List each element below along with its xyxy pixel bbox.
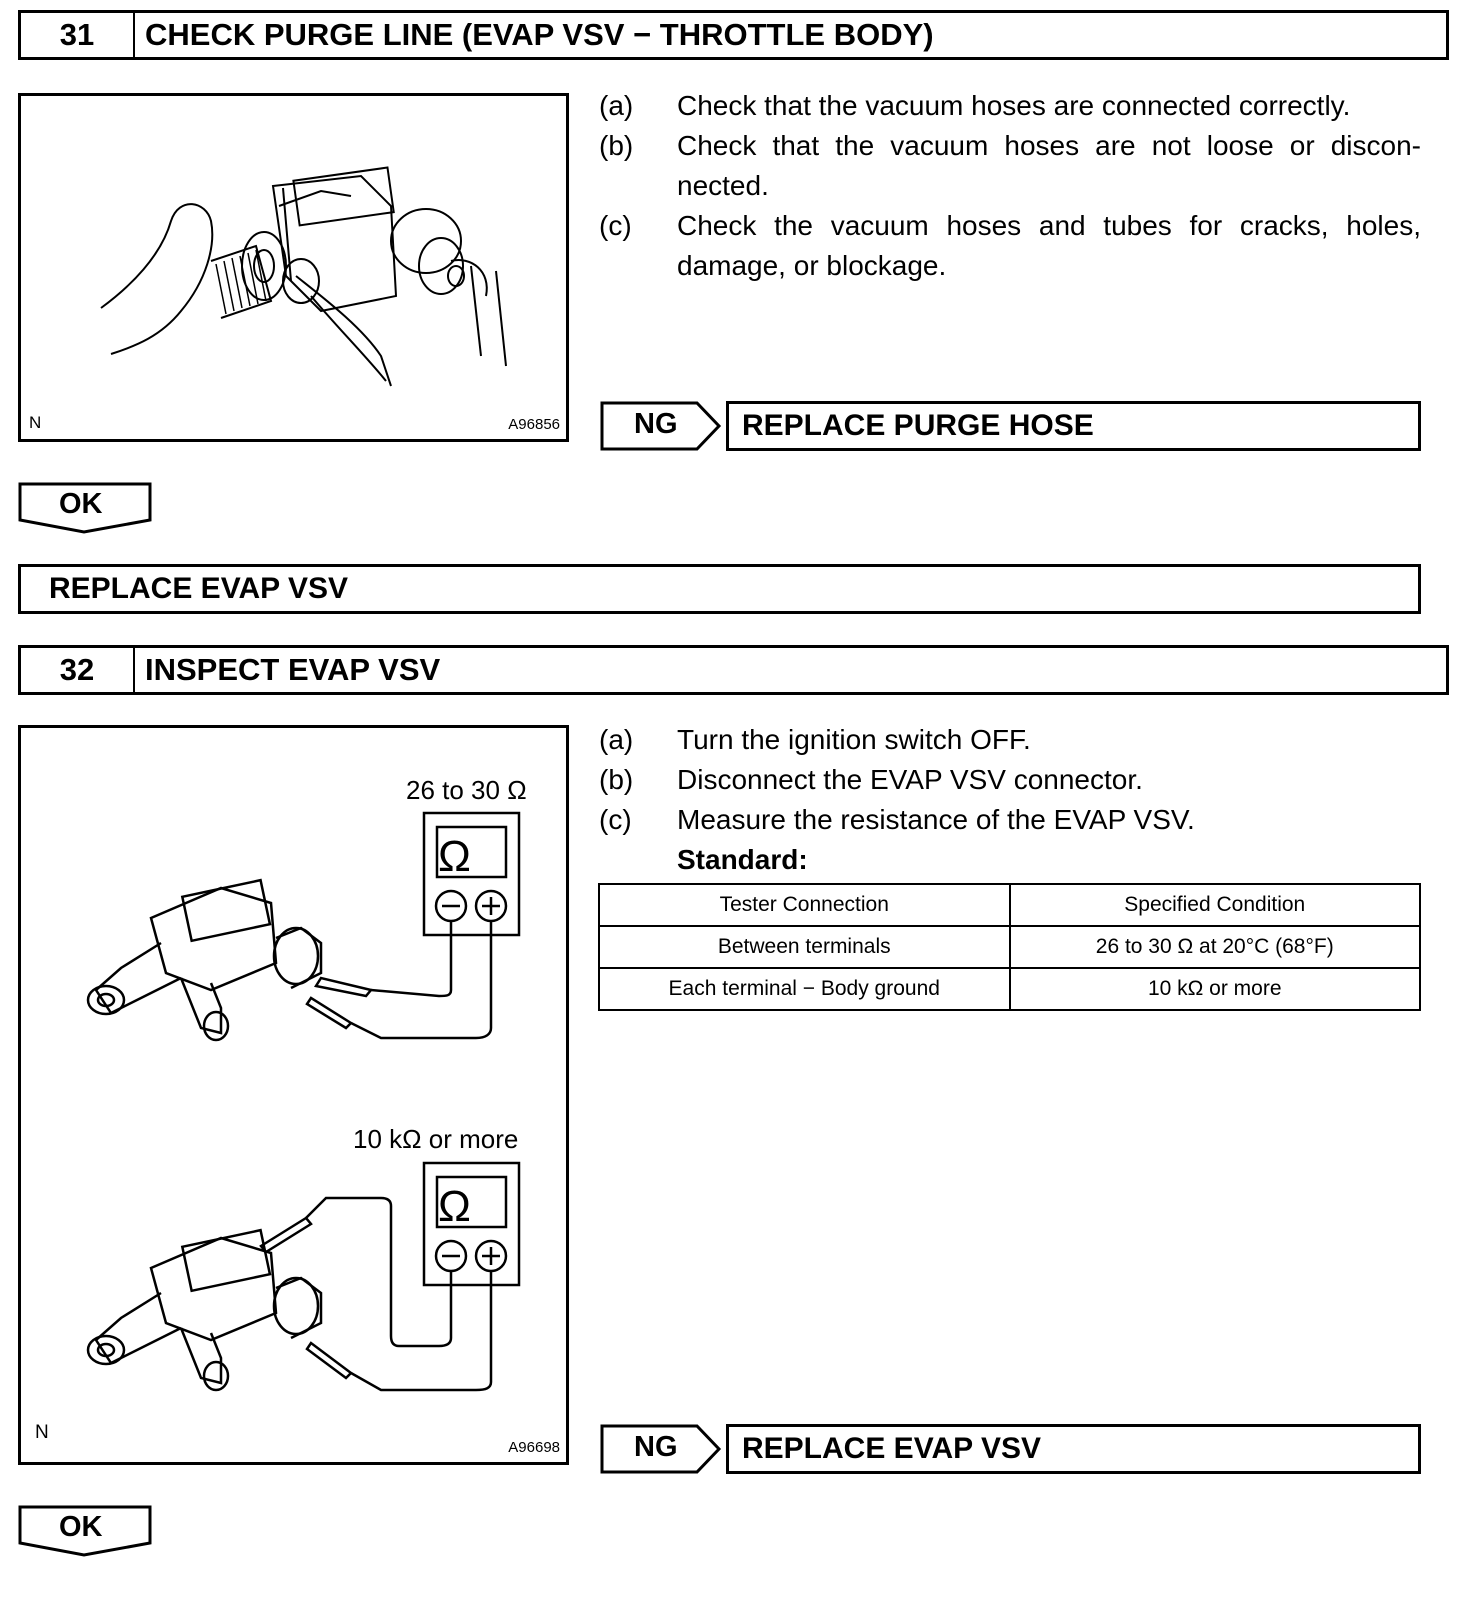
procedure-text: Check that the vacuum hoses are connected correctly. (677, 90, 1351, 121)
step-31-procedure (599, 86, 1421, 286)
table-row (599, 968, 1420, 1010)
table-cell: 10 kΩ or more (1010, 968, 1421, 1010)
procedure-item (599, 760, 1421, 800)
purge-line-illustration (18, 93, 569, 442)
ok-label: OK (59, 1511, 103, 1543)
spec-table (598, 883, 1421, 1011)
figure-corner-mark: N (29, 413, 42, 432)
standard-heading-row (599, 840, 1421, 880)
ng-action-box: REPLACE EVAP VSV (726, 1424, 1421, 1474)
standard-heading: Standard: (677, 844, 808, 875)
procedure-item (599, 126, 1421, 206)
step-title: INSPECT EVAP VSV (145, 652, 441, 687)
procedure-item (599, 206, 1421, 286)
ng-label: NG (634, 1431, 678, 1463)
procedure-item (599, 720, 1421, 760)
step-title: CHECK PURGE LINE (EVAP VSV − THROTTLE BODY) (145, 17, 934, 52)
procedure-label: (a) (599, 90, 634, 121)
ohmmeter-drawing (21, 728, 572, 1468)
ng-label: NG (634, 408, 678, 440)
procedure-text: Turn the ignition switch OFF. (677, 724, 1031, 755)
ng-action-box: REPLACE PURGE HOSE (726, 401, 1421, 451)
table-cell: Each terminal − Body ground (599, 968, 1010, 1010)
procedure-label: (b) (599, 130, 634, 161)
procedure-item (599, 86, 1421, 126)
ok-label: OK (59, 488, 103, 520)
procedure-text: Check that the vacuum hoses are not loose or discon- nected. (677, 130, 1421, 201)
table-row (599, 926, 1420, 968)
ok-action-box: REPLACE EVAP VSV (18, 564, 1421, 614)
ng-result-indicator[interactable] (600, 401, 722, 451)
meter-reading-label-1: 26 to 30 Ω (406, 775, 527, 805)
evap-vsv-hose-drawing (21, 96, 572, 445)
ng-result-indicator[interactable] (600, 1424, 722, 1474)
procedure-label: (a) (599, 724, 634, 755)
table-cell: Between terminals (599, 926, 1010, 968)
step-31-header (18, 10, 1449, 60)
procedure-text: Measure the resistance of the EVAP VSV. (677, 804, 1195, 835)
figure-code: A96698 (508, 1439, 560, 1456)
ok-result-indicator[interactable] (18, 1505, 152, 1557)
procedure-label: (c) (599, 210, 632, 241)
procedure-text: Disconnect the EVAP VSV connector. (677, 764, 1143, 795)
ohm-symbol: Ω (438, 1182, 471, 1231)
procedure-text: Check the vacuum hoses and tubes for cracks, holes, damage, or blockage. (677, 210, 1421, 281)
procedure-label: (b) (599, 764, 634, 795)
meter-reading-label-2: 10 kΩ or more (353, 1124, 519, 1154)
procedure-label: (c) (599, 804, 632, 835)
step-number: 32 (21, 648, 135, 692)
procedure-item (599, 800, 1421, 840)
step-32-header (18, 645, 1449, 695)
evap-vsv-resistance-illustration (18, 725, 569, 1465)
figure-corner-mark: N (35, 1422, 49, 1443)
table-header: Tester Connection (599, 884, 1010, 926)
table-header: Specified Condition (1010, 884, 1421, 926)
figure-code: A96856 (508, 416, 560, 433)
ohm-symbol: Ω (438, 832, 471, 881)
table-header-row (599, 884, 1420, 926)
step-32-procedure (599, 720, 1421, 880)
step-number: 31 (21, 13, 135, 57)
table-cell: 26 to 30 Ω at 20°C (68°F) (1010, 926, 1421, 968)
ok-result-indicator[interactable] (18, 482, 152, 534)
